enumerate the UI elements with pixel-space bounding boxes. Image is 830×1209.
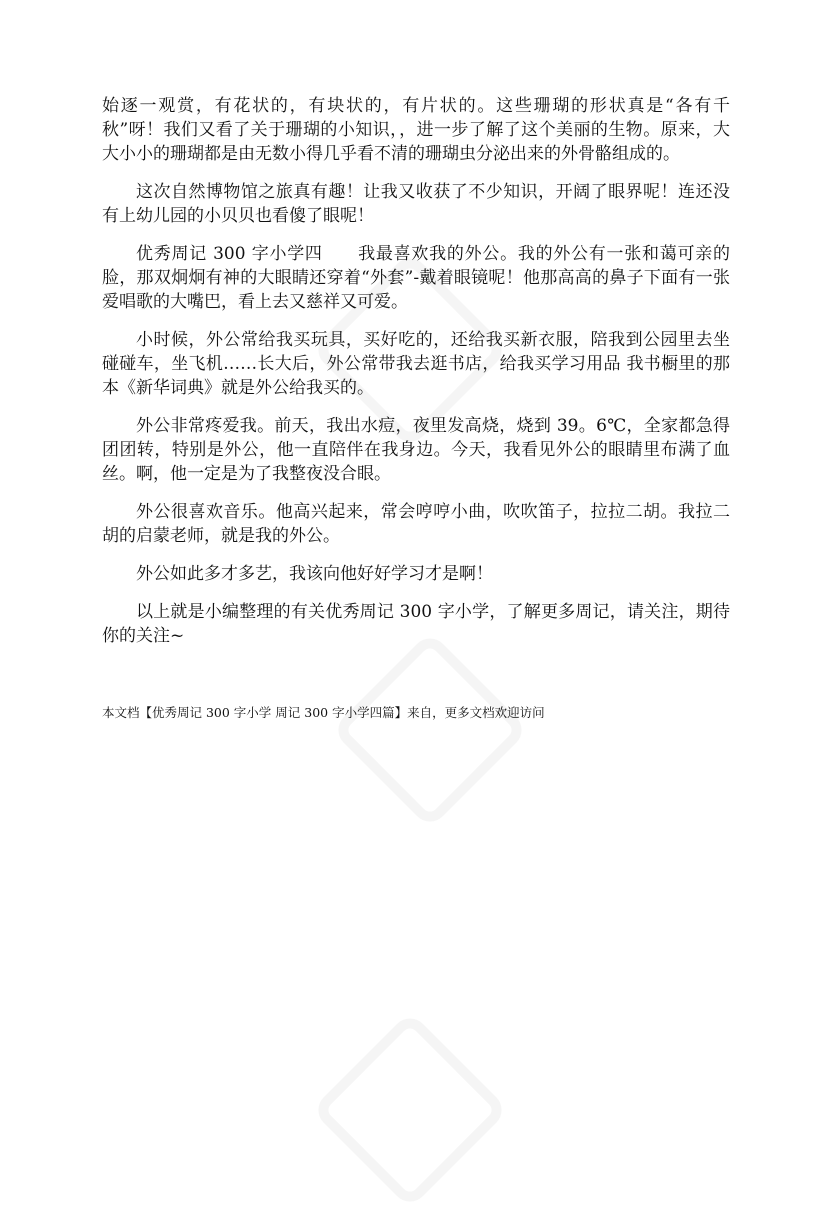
paragraph: 这次自然博物馆之旅真有趣！让我又收获了不少知识，开阔了眼界呢！连还没有上幼儿园的小贝贝也看傻了眼呢！ bbox=[102, 182, 730, 226]
watermark-mark bbox=[311, 1011, 509, 1209]
paragraph: 始逐一观赏，有花状的，有块状的，有片状的。这些珊瑚的形状真是“各有千秋”呀！我们又看了关于珊瑚的小知识，，进一步了解了这个美丽的生物。原来，大大小小的珊瑚都是由无数小得几乎看不清的珊瑚虫分泌出来的外骨骼组成的。 bbox=[102, 96, 730, 164]
paragraph: 以上就是小编整理的有关优秀周记 300 字小学，了解更多周记，请关注，期待你的关注~ bbox=[102, 602, 730, 646]
document-footer: 本文档【优秀周记 300 字小学 周记 300 字小学四篇】来自，更多文档欢迎访问 bbox=[102, 705, 545, 720]
paragraph: 小时候，外公常给我买玩具，买好吃的，还给我买新衣服，陪我到公园里去坐碰碰车，坐飞机……长大后，外公常带我去逛书店，给我买学习用品 我书橱里的那本《新华词典》就是外公给我买的。 bbox=[102, 330, 730, 398]
paragraph: 外公非常疼爱我。前天，我出水痘，夜里发高烧，烧到 39。6℃，全家都急得团团转，特别是外公，他一直陪伴在我身边。今天，我看见外公的眼睛里布满了血丝。啊，他一定是为了我整夜没合眼。 bbox=[102, 416, 730, 484]
paragraph: 优秀周记 300 字小学四 我最喜欢我的外公。我的外公有一张和蔼可亲的脸，那双炯炯有神的大眼睛还穿着“外套”-戴着眼镜呢！他那高高的鼻子下面有一张爱唱歌的大嘴巴，看上去又慈祥又可爱。 bbox=[102, 244, 730, 312]
paragraph: 外公很喜欢音乐。他高兴起来，常会哼哼小曲，吹吹笛子，拉拉二胡。我拉二胡的启蒙老师，就是我的外公。 bbox=[102, 502, 730, 546]
document-body bbox=[102, 94, 730, 662]
paragraph: 外公如此多才多艺，我该向他好好学习才是啊！ bbox=[136, 564, 493, 584]
